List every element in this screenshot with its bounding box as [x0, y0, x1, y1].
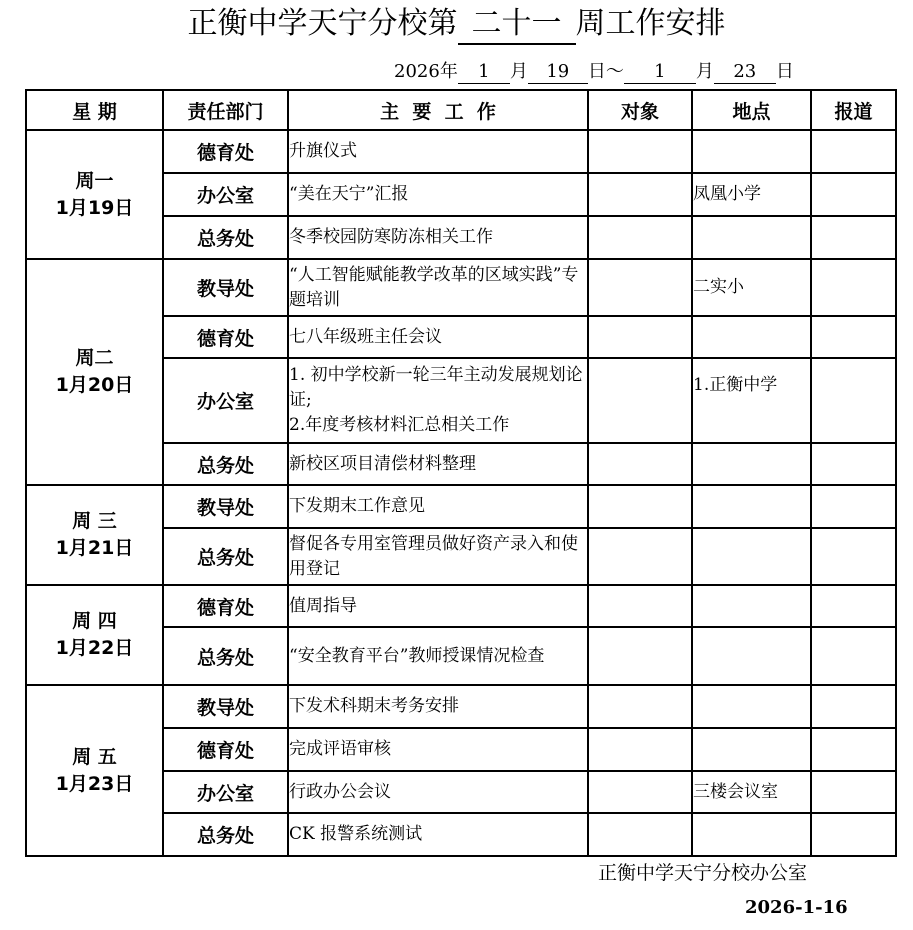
header-target: 对象	[588, 90, 692, 130]
dept-cell: 总务处	[163, 813, 288, 856]
day-cell	[26, 685, 163, 856]
place-cell: 1.正衡中学	[692, 358, 811, 443]
day-name: 周 三	[72, 510, 117, 532]
dept-cell: 教导处	[163, 685, 288, 728]
work-cell: 冬季校园防寒防冻相关工作	[288, 216, 588, 259]
report-cell	[811, 358, 896, 443]
place-cell	[692, 485, 811, 528]
day-cell	[26, 130, 163, 259]
dept-cell: 德育处	[163, 130, 288, 173]
place-cell	[692, 316, 811, 358]
week-number: 二十一	[458, 5, 576, 45]
start-day: 19	[528, 61, 588, 84]
page-title	[0, 2, 913, 46]
table-row	[26, 259, 896, 316]
day-date: 1月21日	[55, 537, 134, 559]
report-cell	[811, 585, 896, 627]
target-cell	[588, 685, 692, 728]
report-cell	[811, 259, 896, 316]
day-cell	[26, 585, 163, 685]
target-cell	[588, 173, 692, 216]
work-cell: 下发期末工作意见	[288, 485, 588, 528]
place-cell	[692, 813, 811, 856]
place-cell	[692, 585, 811, 627]
day-label: 日	[775, 61, 794, 82]
report-cell	[811, 528, 896, 585]
month-label: 月	[509, 61, 528, 82]
day-cell	[26, 485, 163, 585]
place-cell	[692, 627, 811, 685]
month-label: 月	[695, 61, 714, 82]
report-cell	[811, 485, 896, 528]
dept-cell: 教导处	[163, 259, 288, 316]
place-cell	[692, 443, 811, 485]
target-cell	[588, 216, 692, 259]
target-cell	[588, 585, 692, 627]
target-cell	[588, 813, 692, 856]
target-cell	[588, 130, 692, 173]
report-cell	[811, 316, 896, 358]
target-cell	[588, 443, 692, 485]
dept-cell: 德育处	[163, 316, 288, 358]
target-cell	[588, 358, 692, 443]
day-name: 周 五	[72, 745, 117, 768]
year: 2026	[394, 61, 440, 82]
day-date: 1月20日	[55, 374, 134, 396]
end-month: 1	[624, 61, 696, 84]
place-cell: 凤凰小学	[692, 173, 811, 216]
work-cell	[288, 358, 588, 443]
header-report: 报道	[811, 90, 896, 130]
dept-cell: 教导处	[163, 485, 288, 528]
place-cell	[692, 130, 811, 173]
work-cell: 完成评语审核	[288, 728, 588, 771]
date-range	[394, 58, 794, 86]
dept-cell: 办公室	[163, 173, 288, 216]
table-row	[26, 585, 896, 627]
work-line: 2.年度考核材料汇总相关工作	[289, 415, 510, 435]
dept-cell: 德育处	[163, 585, 288, 627]
day-date: 1月23日	[55, 772, 134, 795]
dept-cell: 总务处	[163, 627, 288, 685]
schedule-table	[25, 89, 897, 857]
work-cell: CK 报警系统测试	[288, 813, 588, 856]
report-cell	[811, 813, 896, 856]
place-cell: 二实小	[692, 259, 811, 316]
report-cell	[811, 443, 896, 485]
day-name: 周 四	[72, 610, 117, 632]
work-cell: “美在天宁”汇报	[288, 173, 588, 216]
title-prefix: 正衡中学天宁分校第	[187, 6, 458, 41]
work-cell: 七八年级班主任会议	[288, 316, 588, 358]
place-cell	[692, 728, 811, 771]
work-cell: 升旗仪式	[288, 130, 588, 173]
dept-cell: 总务处	[163, 528, 288, 585]
target-cell	[588, 316, 692, 358]
table-row	[26, 485, 896, 528]
report-cell	[811, 771, 896, 813]
day-date: 1月22日	[55, 637, 134, 659]
target-cell	[588, 528, 692, 585]
header-weekday: 星 期	[26, 90, 163, 130]
footer-date: 2026-1-16	[745, 897, 848, 918]
day-name: 周二	[75, 347, 114, 369]
day-name: 周一	[75, 169, 114, 192]
report-cell	[811, 173, 896, 216]
start-month: 1	[458, 61, 510, 84]
header-row	[26, 90, 896, 130]
range-separator: ～	[605, 61, 624, 82]
year-label: 年	[439, 61, 458, 82]
footer-organization: 正衡中学天宁分校办公室	[598, 862, 808, 884]
table-row	[26, 130, 896, 173]
day-date: 1月19日	[55, 196, 134, 219]
target-cell	[588, 627, 692, 685]
work-cell: “安全教育平台”教师授课情况检查	[288, 627, 588, 685]
report-cell	[811, 685, 896, 728]
place-cell: 三楼会议室	[692, 771, 811, 813]
header-place: 地点	[692, 90, 811, 130]
work-cell: 值周指导	[288, 585, 588, 627]
target-cell	[588, 259, 692, 316]
table-row	[26, 685, 896, 728]
place-cell	[692, 216, 811, 259]
work-cell: “人工智能赋能教学改革的区域实践”专题培训	[288, 259, 588, 316]
header-dept: 责任部门	[163, 90, 288, 130]
target-cell	[588, 771, 692, 813]
title-suffix: 周工作安排	[575, 6, 726, 41]
dept-cell: 总务处	[163, 216, 288, 259]
report-cell	[811, 130, 896, 173]
day-label: 日	[587, 61, 606, 82]
dept-cell: 办公室	[163, 771, 288, 813]
work-cell: 下发术科期末考务安排	[288, 685, 588, 728]
work-cell: 新校区项目清偿材料整理	[288, 443, 588, 485]
target-cell	[588, 485, 692, 528]
target-cell	[588, 728, 692, 771]
header-work: 主 要 工 作	[288, 90, 588, 130]
place-cell	[692, 528, 811, 585]
work-cell: 行政办公会议	[288, 771, 588, 813]
dept-cell: 总务处	[163, 443, 288, 485]
report-cell	[811, 728, 896, 771]
report-cell	[811, 216, 896, 259]
end-day: 23	[714, 61, 776, 84]
report-cell	[811, 627, 896, 685]
work-cell: 督促各专用室管理员做好资产录入和使用登记	[288, 528, 588, 585]
place-cell	[692, 685, 811, 728]
work-line: 1. 初中学校新一轮三年主动发展规划论证;	[289, 365, 583, 410]
dept-cell: 德育处	[163, 728, 288, 771]
dept-cell: 办公室	[163, 358, 288, 443]
day-cell	[26, 259, 163, 485]
